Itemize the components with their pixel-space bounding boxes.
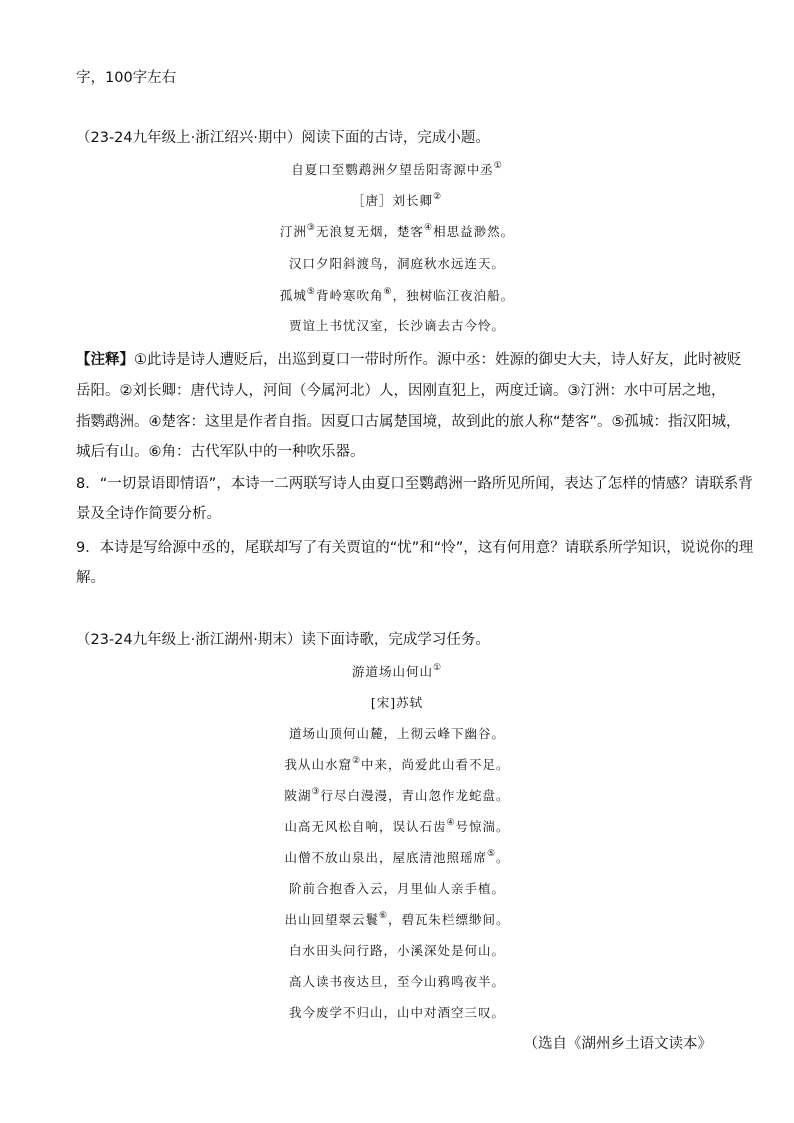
question-8: 8．“一切景语即情语”，本诗一二两联写诗人由夏口至鹦鹉洲一路所见所闻，表达了怎样的情感？请联系背	[76, 476, 753, 492]
poem1-author	[0, 191, 794, 211]
poem2-line	[0, 1003, 794, 1023]
poem2-line-part: 我从山水窟	[284, 757, 352, 772]
poem2-line-part: 我今废学不归山，山中对酒空三叹。	[288, 1005, 505, 1020]
poem2-line	[0, 941, 794, 961]
poem1-line-note: ③	[306, 223, 316, 233]
poem2-author: [宋]苏轼	[370, 695, 424, 710]
question-8-cont: 景及全诗作简要分析。	[76, 506, 221, 522]
poem2-line-part: 山僧不放山泉出，屋底清池照瑶席	[284, 850, 487, 865]
poem2-line-part: 号惊湍。	[455, 819, 510, 834]
question-9: 9．本诗是写给源中丞的，尾联却写了有关贾谊的“忧”和“怜”，这有何用意？请联系所学知识，说说你的理	[76, 540, 754, 556]
poem2-line	[0, 879, 794, 899]
poem2-line	[0, 910, 794, 930]
poem1-title	[0, 160, 794, 180]
notes-line: 岳阳。②刘长卿：唐代诗人，河间（今属河北）人，因刚直犯上，两度迁谪。③汀洲：水中可居之地，	[76, 383, 726, 399]
poem2-line	[0, 848, 794, 868]
notes-line	[76, 350, 742, 370]
poem2-line-part: 行尽白漫漫，青山忽作龙蛇盘。	[320, 788, 510, 803]
continuation-text: 字，100字左右	[76, 70, 177, 86]
poem1-title-note: ①	[493, 161, 503, 171]
poem2-title	[0, 662, 794, 682]
notes-line: 城后有山。⑥角：古代军队中的一种吹乐器。	[76, 444, 365, 460]
notes-text: ①此诗是诗人遭贬后，出巡到夏口一带时所作。源中丞：姓源的御史大夫，诗人好友，此时被贬	[134, 352, 742, 368]
poem2-line-part: 高人读书夜达旦，至今山鸦鸣夜半。	[288, 974, 505, 989]
poem2-title-text: 游道场山何山	[351, 664, 433, 679]
poem1-line	[0, 222, 794, 242]
poem2-line-note: ②	[351, 756, 362, 766]
poem2-line-part: 阶前合抱香入云，月里仙人亲手植。	[288, 881, 505, 896]
poem2-line-note: ⑤	[486, 849, 497, 859]
section2-header: （23-24九年级上·浙江湖州·期末）读下面诗歌，完成学习任务。	[76, 632, 490, 648]
section1-header: （23-24九年级上·浙江绍兴·期中）阅读下面的古诗，完成小题。	[76, 130, 490, 146]
poem2-line-part: 。	[496, 850, 510, 865]
poem1-line-note: ④	[424, 223, 434, 233]
poem1-line-part: ，独树临江夜泊船。	[392, 288, 515, 303]
poem1-line-part: 无浪复无烟，楚客	[315, 224, 424, 239]
poem2-line-part: 陂湖	[284, 788, 312, 803]
poem2-line-part: 山高无风松自响，误认石齿	[284, 819, 447, 834]
poem1-title-text: 自夏口至鹦鹉洲夕望岳阳寄源中丞	[291, 162, 494, 177]
poem1-line	[0, 316, 794, 336]
poem2-line	[0, 817, 794, 837]
poem2-source: （选自《湖州乡土语文读本》	[523, 1036, 712, 1052]
poem2-line-part: 白水田头问行路，小溪深处是何山。	[288, 943, 505, 958]
poem2-line	[0, 755, 794, 775]
poem2-line	[0, 972, 794, 992]
poem1-line-part: 孤城	[279, 288, 307, 303]
poem2-line-part: 中来，尚爱此山看不足。	[361, 757, 510, 772]
poem1-line-part: 汉口夕阳斜渡鸟，洞庭秋水远连天。	[288, 256, 505, 271]
poem2-line-note: ⑥	[378, 911, 389, 921]
poem1-line-part: 相思益渺然。	[433, 224, 515, 239]
poem2-line-part: 道场山顶何山麓，上彻云峰下幽谷。	[288, 726, 505, 741]
poem1-author-note: ②	[432, 192, 443, 202]
poem1-line-part: 汀洲	[279, 224, 307, 239]
poem1-line-note: ⑤	[306, 287, 316, 297]
poem1-line-part: 背岭寒吹角	[315, 288, 384, 303]
poem2-line-part: 出山回望翠云鬟	[284, 912, 379, 927]
poem1-line	[0, 286, 794, 306]
question-9-cont: 解。	[76, 570, 105, 586]
poem2-line-note: ④	[446, 818, 456, 828]
notes-label: 【注释】	[76, 352, 134, 368]
poem2-line-note: ③	[311, 787, 321, 797]
poem1-author-text: ［唐］刘长卿	[351, 193, 433, 208]
poem2-line	[0, 786, 794, 806]
poem1-line-part: 贾谊上书忧汉室，长沙谪去古今怜。	[288, 318, 505, 333]
poem1-line	[0, 254, 794, 274]
poem2-line-part: ，碧瓦朱栏缥缈间。	[388, 912, 510, 927]
poem1-line-note: ⑥	[383, 287, 393, 297]
notes-line: 指鹦鹉洲。④楚客：这里是作者自指。因夏口古属楚国境，故到此的旅人称“楚客”。⑤孤城：指汉阳城，	[76, 414, 741, 430]
poem2-line	[0, 724, 794, 744]
poem2-title-note: ①	[432, 663, 443, 673]
